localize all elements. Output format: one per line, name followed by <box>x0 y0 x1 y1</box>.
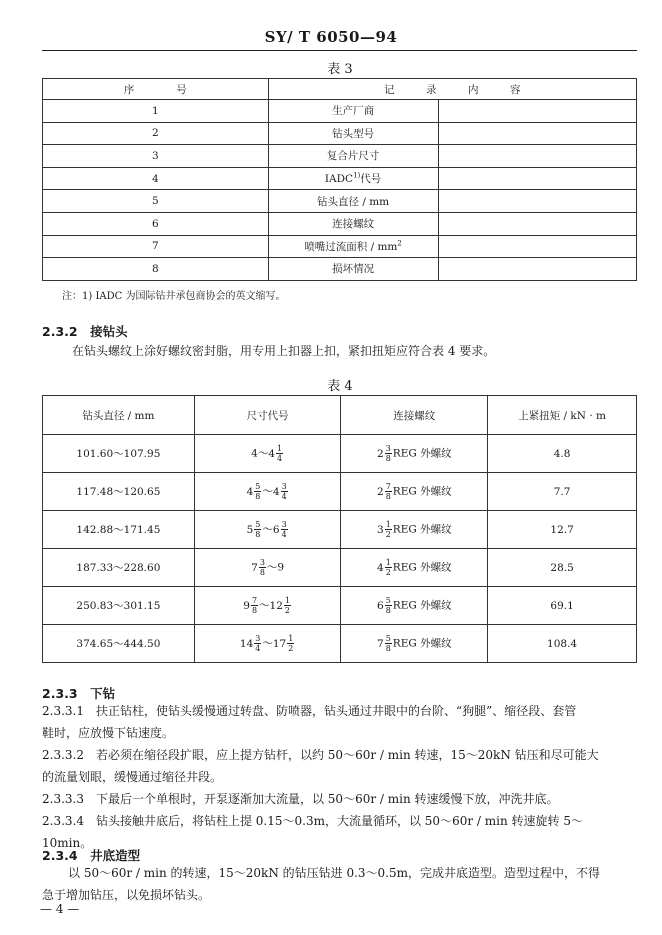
table4-torque-cell: 69.1 <box>488 587 637 625</box>
table4-size-cell <box>194 473 341 511</box>
whole-part: 2 <box>377 485 384 498</box>
table3-item-label: 生产厂商 <box>332 105 375 118</box>
table3-seq-cell: 1 <box>43 100 269 123</box>
numerator: 7 <box>251 596 258 605</box>
whole-part: 9 <box>243 599 250 612</box>
table3-header-record: 记 录 内 容 <box>268 79 636 100</box>
table3-header-seq: 序 号 <box>43 79 269 100</box>
fraction <box>385 634 392 653</box>
table3-row <box>43 235 637 258</box>
table3-item-label: 复合片尺寸 <box>326 150 380 163</box>
table3-item-cell <box>268 167 438 190</box>
whole-part: 5 <box>246 523 254 536</box>
whole-part: 4 <box>268 447 276 460</box>
table3-item-label: 损坏情况 <box>332 263 375 276</box>
whole-part: 7 <box>377 637 384 650</box>
table3-seq-cell: 8 <box>43 258 269 281</box>
fraction <box>281 482 288 501</box>
mixed-number <box>377 444 393 463</box>
denominator: 2 <box>288 644 294 653</box>
table3-item-cell <box>268 212 438 235</box>
numerator: 1 <box>385 520 391 529</box>
numerator: 3 <box>255 634 261 643</box>
section-2-3-4-text-cont: 急于增加钻压，以免损坏钻头。 <box>42 888 211 902</box>
mixed-number <box>246 482 263 501</box>
fraction <box>385 520 392 539</box>
whole-part: 4 <box>246 485 254 498</box>
table4-thread-cell <box>341 473 488 511</box>
table3-item-suffix: 代号 <box>360 173 382 186</box>
table3-value-cell <box>438 100 636 123</box>
denominator: 4 <box>277 454 283 463</box>
whole-part: 6 <box>377 599 384 612</box>
clause-2-3-3-4: 2.3.3.4 钻头接触井底后，将钻柱上提 0.15～0.3m，大流量循环，以 50～60r / min 转速旋转 5～ <box>42 814 583 828</box>
mixed-number <box>243 596 259 615</box>
denominator: 8 <box>385 492 391 501</box>
denominator: 4 <box>255 644 261 653</box>
clause-2-3-3-1: 2.3.3.1 扶正钻柱，使钻头缓慢通过转盘、防喷器，钻头通过井眼中的台阶、“狗腿”、缩径段、套管 <box>42 704 577 718</box>
standard-number: SY/ T 6050—94 <box>264 28 398 46</box>
thread-type: REG 外螺纹 <box>392 447 452 460</box>
range-sep: ～ <box>262 523 273 536</box>
numerator: 7 <box>385 482 391 491</box>
whole-part: 17 <box>272 637 287 650</box>
denominator: 8 <box>385 606 391 615</box>
table3-value-cell <box>438 258 636 281</box>
table3-item-label: 喷嘴过流面积 / mm <box>304 240 398 253</box>
table4-size-cell <box>194 549 341 587</box>
table3-item-label: 钻头直径 / mm <box>317 195 390 208</box>
table4-size-cell <box>194 511 341 549</box>
clause-2-3-3-4-cont: 10min。 <box>42 836 93 850</box>
table3-row <box>43 145 637 168</box>
denominator: 2 <box>284 606 290 615</box>
numerator: 3 <box>259 558 265 567</box>
fraction <box>287 634 294 653</box>
thread-type: REG 外螺纹 <box>392 561 452 574</box>
section-2-3-2-text: 在钻头螺纹上涂好螺纹密封脂，用专用上扣器上扣，紧扣扭矩应符合表 4 要求。 <box>72 344 496 358</box>
table4-row <box>43 473 637 511</box>
table3 <box>42 78 637 281</box>
table4-row <box>43 549 637 587</box>
table3-item-cell <box>268 145 438 168</box>
numerator: 3 <box>281 482 287 491</box>
section-2-3-4-heading: 2.3.4 井底造型 <box>42 848 141 863</box>
whole-part: 6 <box>272 523 280 536</box>
section-2-3-4-text: 以 50～60r / min 的转速，15～20kN 的钻压钻进 0.3～0.5m，完成井底造型。造型过程中，不得 <box>68 866 601 880</box>
numerator: 1 <box>284 596 290 605</box>
table3-note: 注：1) IADC 为国际钻井承包商协会的英文缩写。 <box>62 291 286 302</box>
table3-value-cell <box>438 145 636 168</box>
table4-size-cell <box>194 435 341 473</box>
table3-row <box>43 190 637 213</box>
clause-2-3-3-2: 2.3.3.2 若必须在缩径段扩眼，应上提方钻杆，以约 50～60r / min 转速，15～20kN 钻压和尽可能大 <box>42 748 599 762</box>
thread-type: REG 外螺纹 <box>392 523 452 536</box>
table3-value-cell <box>438 235 636 258</box>
mixed-number <box>239 634 262 653</box>
table3-value-cell <box>438 122 636 145</box>
mixed-number <box>377 596 393 615</box>
range-sep: ～ <box>262 637 273 650</box>
numerator: 5 <box>385 634 391 643</box>
denominator: 2 <box>385 568 391 577</box>
fraction <box>284 596 291 615</box>
numerator: 3 <box>385 444 391 453</box>
fraction <box>259 558 266 577</box>
table4-size-cell <box>194 625 341 663</box>
fraction <box>251 596 258 615</box>
mixed-number <box>272 520 289 539</box>
numerator: 1 <box>277 444 283 453</box>
table4-thread-cell <box>341 587 488 625</box>
table4-diameter-cell: 187.33～228.60 <box>43 549 195 587</box>
whole-part: 4 <box>377 561 384 574</box>
mixed-number <box>246 520 263 539</box>
section-2-3-2-heading: 2.3.2 接钻头 <box>42 324 128 339</box>
mixed-number <box>377 520 393 539</box>
numerator: 5 <box>255 482 261 491</box>
table3-row <box>43 167 637 190</box>
table3-item-cell <box>268 258 438 281</box>
whole-part: 7 <box>251 561 258 574</box>
table4-diameter-cell: 101.60～107.95 <box>43 435 195 473</box>
numerator: 5 <box>255 520 261 529</box>
table3-row <box>43 100 637 123</box>
table4-header-torque: 上紧扭矩 / kN · m <box>488 396 637 435</box>
whole-part: 14 <box>239 637 254 650</box>
table4-diameter-cell: 142.88～171.45 <box>43 511 195 549</box>
range-sep: ～ <box>259 599 270 612</box>
table3-seq-cell: 7 <box>43 235 269 258</box>
mixed-number <box>251 558 267 577</box>
table4-thread-cell <box>341 511 488 549</box>
table4-torque-cell: 108.4 <box>488 625 637 663</box>
mixed-number <box>268 444 284 463</box>
numerator: 1 <box>288 634 294 643</box>
table4-row <box>43 625 637 663</box>
table4-diameter-cell: 117.48～120.65 <box>43 473 195 511</box>
table4-header-size-code: 尺寸代号 <box>194 396 341 435</box>
table3-item-label: 钻头型号 <box>332 127 375 140</box>
table4-header-thread: 连接螺纹 <box>341 396 488 435</box>
mixed-number <box>277 562 284 574</box>
clause-2-3-3-2-cont: 的流量划眼，缓慢通过缩径井段。 <box>42 770 223 784</box>
denominator: 4 <box>281 492 287 501</box>
fraction <box>385 596 392 615</box>
page-number: — 4 — <box>40 902 80 916</box>
table3-item-cell <box>268 122 438 145</box>
fraction <box>254 482 261 501</box>
table3-item-sup: 2 <box>397 239 402 248</box>
table3-seq-cell: 4 <box>43 167 269 190</box>
mixed-number <box>272 634 295 653</box>
mixed-number <box>269 596 292 615</box>
numerator: 5 <box>385 596 391 605</box>
denominator: 8 <box>255 530 261 539</box>
table4-thread-cell <box>341 549 488 587</box>
mixed-number <box>377 634 393 653</box>
range-sep: ～ <box>266 561 278 574</box>
denominator: 8 <box>259 568 265 577</box>
denominator: 8 <box>385 644 391 653</box>
whole-part: 9 <box>277 561 285 574</box>
denominator: 2 <box>385 530 391 539</box>
table3-item-label: IADC <box>324 173 354 186</box>
table3-seq-cell: 5 <box>43 190 269 213</box>
fraction <box>385 444 392 463</box>
mixed-number <box>272 482 289 501</box>
table4-caption: 表 4 <box>327 379 353 394</box>
table3-caption: 表 3 <box>327 62 353 77</box>
range-sep: ～ <box>262 485 273 498</box>
table3-row <box>43 212 637 235</box>
table3-row <box>43 122 637 145</box>
table4-thread-cell <box>341 435 488 473</box>
table4-diameter-cell: 250.83～301.15 <box>43 587 195 625</box>
fraction <box>276 444 283 463</box>
table4-row <box>43 587 637 625</box>
table4-diameter-cell: 374.65～444.50 <box>43 625 195 663</box>
thread-type: REG 外螺纹 <box>392 485 452 498</box>
clause-2-3-3-3: 2.3.3.3 下最后一个单根时，开泵逐渐加大流量，以 50～60r / min 转速缓慢下放，冲洗井底。 <box>42 792 559 806</box>
denominator: 8 <box>385 454 391 463</box>
mixed-number <box>251 448 258 460</box>
table3-value-cell <box>438 212 636 235</box>
header-rule <box>42 50 637 51</box>
denominator: 4 <box>281 530 287 539</box>
fraction <box>254 634 261 653</box>
numerator: 3 <box>281 520 287 529</box>
table3-seq-cell: 3 <box>43 145 269 168</box>
table3-item-cell <box>268 235 438 258</box>
whole-part: 4 <box>251 447 258 460</box>
table4-torque-cell: 7.7 <box>488 473 637 511</box>
table3-row <box>43 258 637 281</box>
fraction <box>385 482 392 501</box>
table3-item-label: 连接螺纹 <box>332 218 375 231</box>
thread-type: REG 外螺纹 <box>392 637 452 650</box>
whole-part: 2 <box>377 447 384 460</box>
fraction <box>385 558 392 577</box>
table4-row <box>43 511 637 549</box>
mixed-number <box>377 558 393 577</box>
table3-item-sup: 1) <box>353 171 361 180</box>
table4-size-cell <box>194 587 341 625</box>
table3-item-cell <box>268 190 438 213</box>
range-sep: ～ <box>257 447 269 460</box>
table3-seq-cell: 2 <box>43 122 269 145</box>
whole-part: 3 <box>377 523 384 536</box>
table4-row <box>43 435 637 473</box>
clause-2-3-3-1-cont: 鞋时，应放慢下钻速度。 <box>42 726 175 740</box>
denominator: 8 <box>251 606 258 615</box>
table3-item-cell <box>268 100 438 123</box>
table4-header-diameter: 钻头直径 / mm <box>43 396 195 435</box>
table3-seq-cell: 6 <box>43 212 269 235</box>
mixed-number <box>377 482 393 501</box>
denominator: 8 <box>255 492 261 501</box>
table4 <box>42 395 637 663</box>
fraction <box>281 520 288 539</box>
table4-thread-cell <box>341 625 488 663</box>
table3-value-cell <box>438 167 636 190</box>
fraction <box>254 520 261 539</box>
section-2-3-3-heading: 2.3.3 下钻 <box>42 686 116 701</box>
numerator: 1 <box>385 558 391 567</box>
table3-value-cell <box>438 190 636 213</box>
whole-part: 12 <box>269 599 283 612</box>
whole-part: 4 <box>272 485 280 498</box>
table4-torque-cell: 12.7 <box>488 511 637 549</box>
table4-torque-cell: 28.5 <box>488 549 637 587</box>
thread-type: REG 外螺纹 <box>392 599 452 612</box>
table4-torque-cell: 4.8 <box>488 435 637 473</box>
